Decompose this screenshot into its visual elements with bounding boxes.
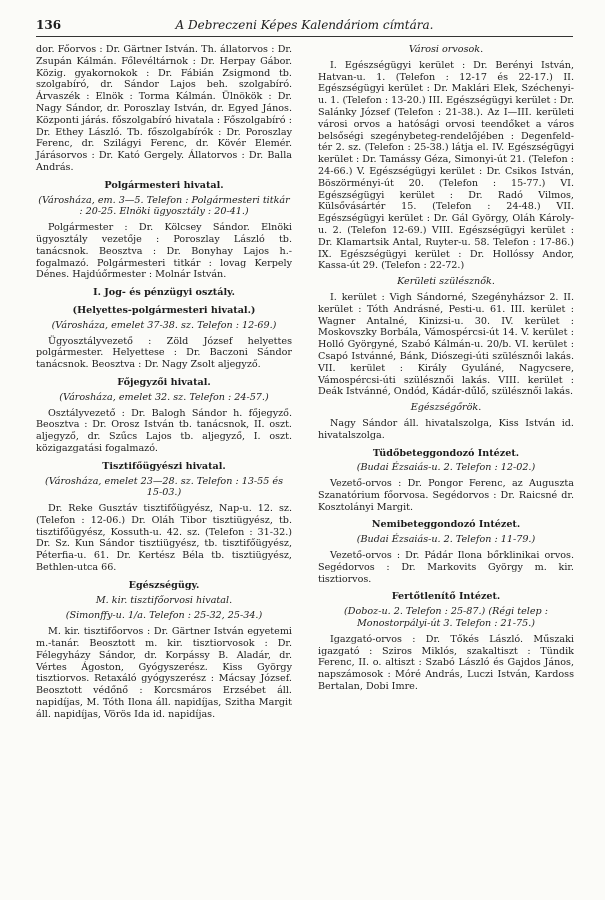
section-title: Városi orvosok. <box>408 44 484 55</box>
page-number: 136 <box>36 18 62 32</box>
section-title: Fertőtlenítő Intézet. <box>391 591 501 603</box>
section-subtitle: M. kir. tisztifőorvosi hivatal. <box>95 594 233 606</box>
section-subtitle: (Helyettes-polgármesteri hivatal.) <box>72 304 256 316</box>
running-title: A Debreczeni Képes Kalendáriom címtára. <box>175 18 434 32</box>
section-title: Egészségügy. <box>128 579 200 591</box>
section-address: (Budai Ézsaiás-u. 2. Telefon : 11-79.) <box>356 534 536 546</box>
section-title: I. Jog- és pénzügyi osztály. <box>93 287 235 299</box>
section-title: Tisztifőügyészi hivatal. <box>102 460 226 472</box>
section-body: Osztályvezető : Dr. Balogh Sándor h. főjegyző. Beosztva : Dr. Orosz István tb. tanácsnok, II. oszt. aljegyző, dr. Szűcs Lajos tb. aljegyző, I. oszt. közigazgatási fogalmazó. <box>36 407 292 454</box>
section-title: Főjegyzői hivatal. <box>117 376 211 388</box>
right-column <box>318 44 574 697</box>
left-column <box>36 44 292 725</box>
section-body: Igazgató-orvos : Dr. Tőkés László. Műszaki igazgató : Sziros Miklós, szakaltiszt : Tündik Ferenc, II. o. altiszt : Szabó László és Gajdos János, napszámosok : Móré András, Luczi István, Kardoss Bertalan, Dobi Imre. <box>318 633 574 693</box>
section-body: Dr. Reke Gusztáv tisztifőügyész, Nap-u. 12. sz. (Telefon : 12-06.) Dr. Oláh Tibor tisztiügyész, tb. tisztifőügyész, Kossuth-u. 42. sz. (Telefon : 31-32.) Dr. Sz. Kun Sándor tisztiügyész, tb. tisztifőügyész, Péterfia-u. 61. Dr. Kertész Béla tb. tisztiügyész, Bethlen-utca 66. <box>36 503 292 574</box>
section-title: Egészségőrök. <box>410 402 482 414</box>
section-address: (Városháza, emelet 32. sz. Telefon : 24-57.) <box>59 391 269 403</box>
section-address: (Városháza, em. 3—5. Telefon : Polgármesteri titkár : 20-25. Elnöki ügyosztály : 20-41.) <box>38 194 290 218</box>
section-address: (Városháza, emelet 37-38. sz. Telefon : 12-69.) <box>51 319 277 331</box>
section-body: Nagy Sándor áll. hivatalszolga, Kiss István id. hivatalszolga. <box>318 417 574 441</box>
section-title: Kerületi szülésznők. <box>397 276 495 288</box>
intro-paragraph: dor. Főorvos : Dr. Gärtner István. Th. állatorvos : Dr. Zsupán Kálmán. Főlevéltárnok : Dr. Herpay Gábor. Közig. gyakornokok : Dr. Fábián Zsigmond tb. szolgabíró, dr. Sándor Lajos beh. szolgabíró. Árvaszék : Elnök : Torma Kálmán. Ülnökök : Dr. Nagy Sándor, dr. Poroszlay István, dr. Egyed János. Központi járás. főszolgabíró hivatala : Főszolgabíró : Dr. Ethey László. Tb. főszolgabírók : Dr. Poroszlay Ferenc, dr. Szilágyi Ferenc, dr. Kövér Elemér. Járásorvos : Dr. Kató Gergely. Állatorvos : Dr. Balla András. <box>36 44 292 173</box>
section-body: M. kir. tisztifőorvos : Dr. Gärtner István egyetemi m.-tanár. Beosztott m. kir. tisztiorvosok : Dr. Félegyházy Sándor, dr. Korpássy B. Aladár, dr. Vértes Ágoston, Gyógyszerész. Kiss György tisztiorvos. Retaxáló gyógyszerész : Mácsay József. Beosztott védőnő : Korcsmáros Erzsébet áll. napidíjas, M. Tóth Ilona áll. napidíjas, Szitha Margit áll. napidíjas, Vörös Ida id. napidíjas. <box>36 626 292 720</box>
section-address: (Simonffy-u. 1/a. Telefon : 25-32, 25-34.) <box>65 610 263 622</box>
section-body: I. Egészségügyi kerület : Dr. Berényi István, Hatvan-u. 1. (Telefon : 12-17 és 22-17.) II. Egészségügyi kerület : Dr. Maklári Elek, Széchenyi-u. 1. (Telefon : 13-20.) III. Egészségügyi kerület : Dr. Salánky József (Telefon : 21-38.). Az I—III. kerületi városi orvos a hatósági orvosi teendőket a város belsőségi szegénybeteg-rendelőjében : Degenfeld-tér 2. sz. (Telefon : 25-38.) látja el. IV. Egészségügyi kerület : Dr. Tamássy Géza, Simonyi-út 21. (Telefon : 24-66.) V. Egészségügyi kerület : Dr. Csikos István, Böszörményi-út 20. (Telefon : 15-77.) VI. Egészségügyi kerület : Dr. Radó Vilmos, Külsővásártér 15. (Telefon : 24-48.) VII. Egészségügyi kerület : Dr. Gál György, Oláh Károly-u. 2. (Telefon 12-69.) VIII. Egészségügyi kerület : Dr. Klamartsik Antal, Ruyter-u. 58. Telefon : 17-86.) IX. Egészségügyi kerület : Dr. Hollóssy Andor, Kassa-út 29. (Telefon : 22-72.) <box>318 59 574 272</box>
section-body: Ügyosztályvezető : Zöld József helyettes polgármester. Helyettese : Dr. Baczoni Sándor tanácsnok. Beosztva : Dr. Nagy Zsolt aljegyző. <box>36 335 292 371</box>
page-header <box>36 16 573 37</box>
section-address: (Budai Ézsaiás-u. 2. Telefon : 12-02.) <box>356 462 536 474</box>
section-body: Polgármester : Dr. Kölcsey Sándor. Elnöki ügyosztály vezetője : Poroszlay László tb. tanácsnok. Beosztva : Dr. Bonyhay Lajos h.-fogalmazó. Polgármesteri titkár : lovag Kerpely Dénes. Hajdúőrmester : Molnár István. <box>36 222 292 281</box>
section-title: Polgármesteri hivatal. <box>104 179 224 191</box>
section-body: I. kerület : Vigh Sándorné, Szegényházsor 2. II. kerület : Tóth Andrásné, Pesti-u. 61. III. kerület : Wagner Antalné, Kinizsi-u. 30. IV. kerület : Moskovszky Borbála, Vámospércsi-út 14. V. kerület : Holló Györgyné, Szabó Kálmán-u. 20/b. VI. kerület : Csapó Istvánné, Bánk, Diószegi-úti szülésznői lakás. VII. kerület : Király Gyuláné, Nagycsere, Vámospércsi-úti szülésznői lakás. VIII. kerület : Deák Istvánné, Ondód, Kádár-dűlő, szülésznői lakás. <box>318 291 574 398</box>
section-address: (Városháza, emelet 23—28. sz. Telefon : 13-55 és 15-03.) <box>44 475 284 499</box>
section-title: Tüdőbeteggondozó Intézet. <box>372 447 520 459</box>
section-address: (Doboz-u. 2. Telefon : 25-87.) (Régi telep : Monostorpályi-út 3. Telefon : 21-75.) <box>344 606 548 630</box>
section-title: Nemibeteggondozó Intézet. <box>371 519 521 531</box>
section-body: Vezető-orvos : Dr. Pádár Ilona bőrklinikai orvos. Segédorvos : Dr. Markovits György m. kir. tisztiorvos. <box>318 550 574 585</box>
section-body: Vezető-orvos : Dr. Pongor Ferenc, az Augusztа Szanatórium főorvosa. Segédorvos : Dr. Raicsné dr. Kosztolányi Margit. <box>318 478 574 513</box>
